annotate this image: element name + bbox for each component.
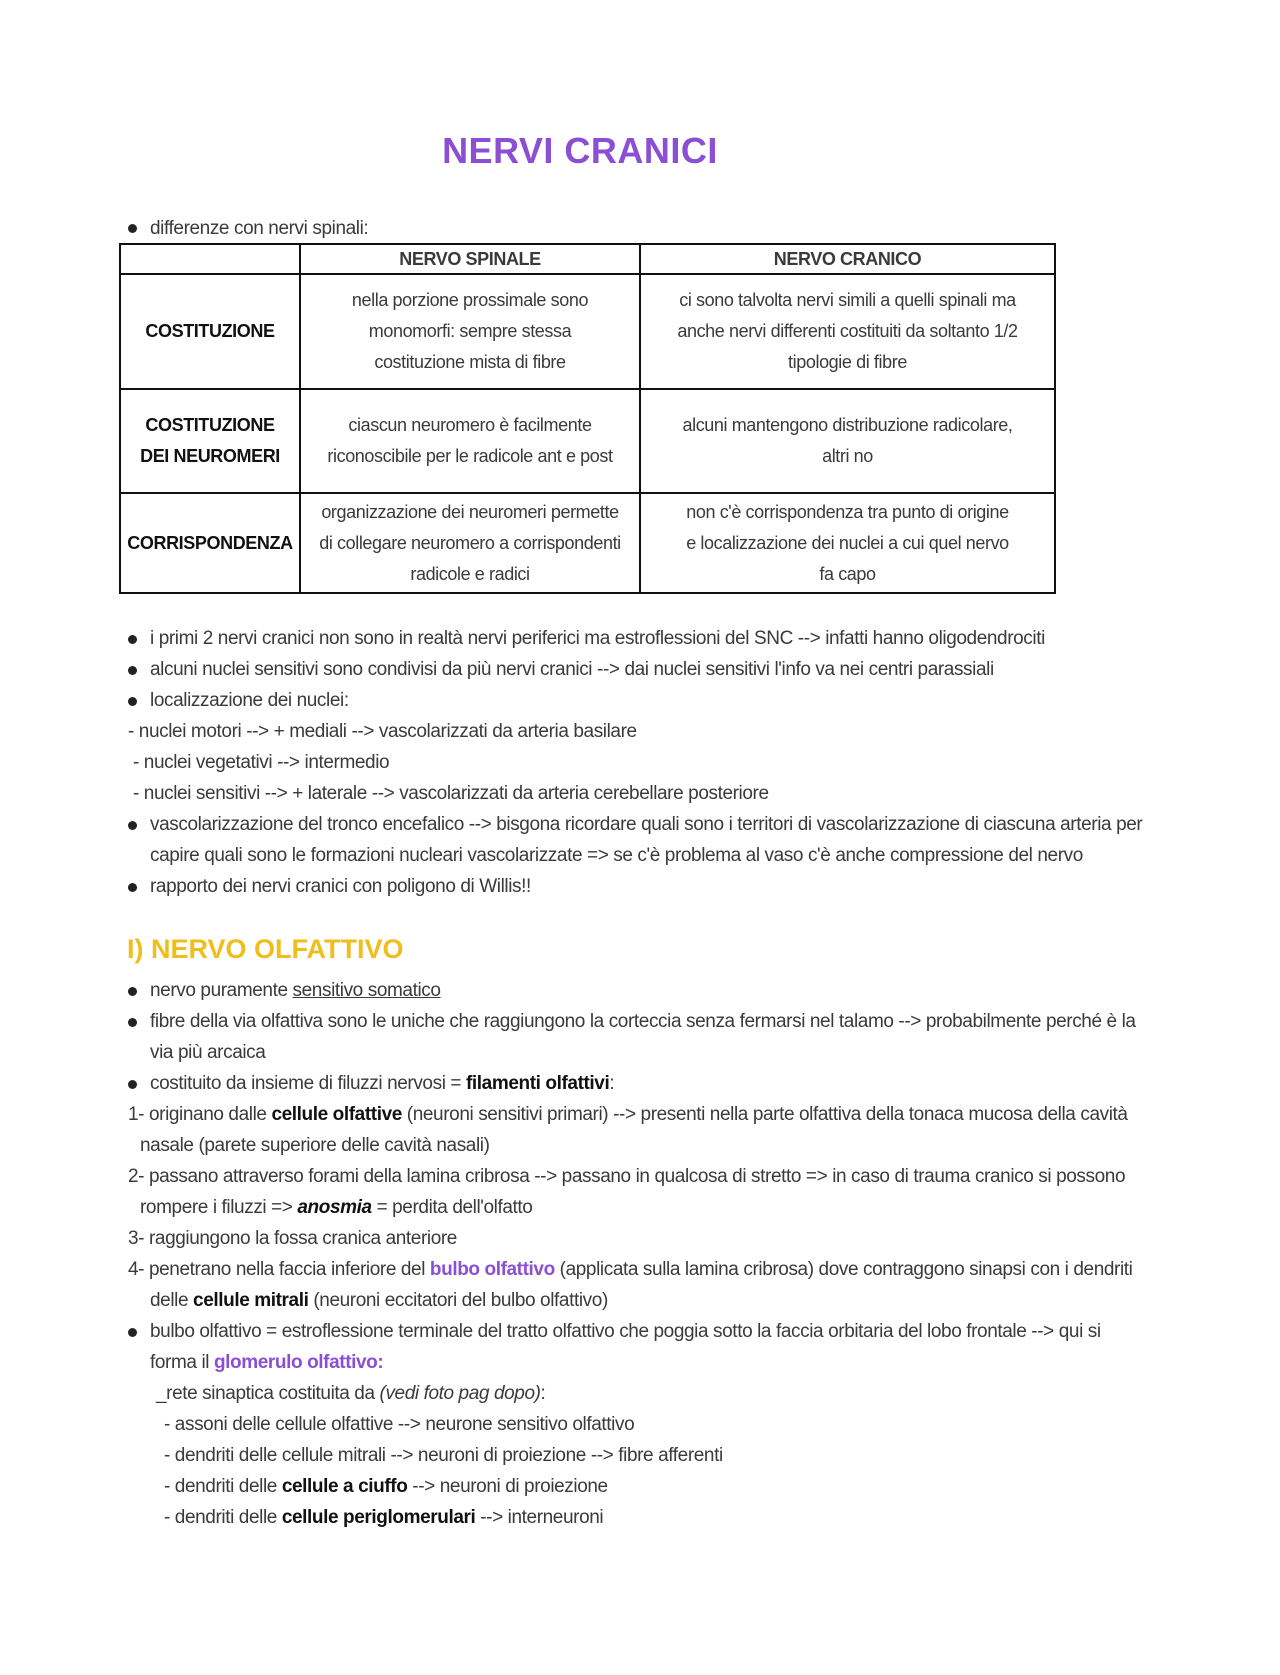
section-text: 1- originano dalle cellule olfattive (neuroni sensitivi primari) --> presenti nella parte olfattiva della tonaca mucosa della cavità bbox=[128, 1104, 1128, 1125]
table-row bbox=[120, 274, 1055, 389]
cell-cranico: alcuni mantengono distribuzione radicolare, altri no bbox=[640, 389, 1055, 493]
section-text: - dendriti delle cellule periglomerulari --> interneuroni bbox=[164, 1507, 604, 1528]
section-text: - assoni delle cellule olfattive --> neurone sensitivo olfattivo bbox=[164, 1414, 635, 1435]
section-text: nasale (parete superiore delle cavità nasali) bbox=[140, 1135, 490, 1156]
bullet-icon bbox=[128, 224, 137, 233]
bullet-icon bbox=[128, 1080, 137, 1089]
document-page: NERVI CRANICI differenze con nervi spinali: NERVO SPINALE NERVO CRANICO COSTITUZIONE nella porzione prossimale sono monomorfi: sempre stessa costituzione mista di fibre ci sono talvolta nervi simili a quelli spinali ma anche nervi differenti costituiti da soltanto 1/2 tipologie di fibre COSTITUZIONE DEI NEUROMERI ciascun neuromero è facilmente riconoscibile per le radicole ant e post alcuni mantengono distribuzione radicolare, altri no CORRISPONDENZA organizzazione dei neuromeri permette di collegare neuromero a corrispondenti radicole e radici non c'è corrispondenza tra punto di origine e localizzazione dei nuclei a cui quel nervo fa capo i primi 2 nervi cranici non sono in realtà nervi periferici ma estroflessioni del SNC --> infatti hanno oligodendrociti alcuni nuclei sensitivi sono condivisi da più nervi cranici --> dai nuclei sensitivi l'info va nei centri parassiali localizzazione dei nuclei: - nuclei motori --> + mediali --> vascolarizzati da arteria basilare - nuclei vegetativi --> intermedio - nuclei sensitivi --> + laterale --> vascolarizzati da arteria cerebellare posteriore vascolarizzazione del tronco encefalico --> bisgona ricordare quali sono i territori di vascolarizzazione di ciascuna arteria per capire quali sono le formazioni nucleari vascolarizzate => se c'è problema al vaso c'è anche compressione del nervo rapporto dei nervi cranici con poligono di Willis!! I) NERVO OLFATTIVO nervo puramente sensitivo somatico fibre della via olfattiva sono le uniche che raggiungono la corteccia senza fermarsi nel talamo --> probabilmente perché è la via più arcaica costituito da insieme di filuzzi nervosi = filamenti olfattivi: 1- originano dalle cellule olfattive (neuroni sensitivi primari) --> presenti nella parte olfattiva della tonaca mucosa della cavità nasale (parete superiore delle cavità nasali) 2- passano attraverso forami della lamina cribrosa --> passano in qualcosa di stretto => in caso di trauma cranico si possono rompere i filuzzi => anosmia = perdita dell'olfatto 3- raggiungono la fossa cranica anteriore 4- penetrano nella faccia inferiore del bulbo olfattivo (applicata sulla lamina cribrosa) dove contraggono sinapsi con i dendriti delle cellule mitrali (neuroni eccitatori del bulbo olfattivo) bulbo olfattivo = estroflessione terminale del tratto olfattivo che poggia sotto la faccia orbitaria del lobo frontale --> qui si forma il glomerulo olfattivo: _rete sinaptica costituita da (vedi foto pag dopo): - assoni delle cellule olfattive --> neurone sensitivo olfattivo - dendriti delle cellule mitrali --> neuroni di proiezione --> fibre afferenti - dendriti delle cellule a ciuffo --> neuroni di proiezione - dendriti delle cellule periglomerulari --> interneuroni bbox=[0, 0, 1280, 1675]
cell-spinale: organizzazione dei neuromeri permette di collegare neuromero a corrispondenti radicole e radici bbox=[300, 493, 640, 593]
cell-cranico: ci sono talvolta nervi simili a quelli spinali ma anche nervi differenti costituiti da soltanto 1/2 tipologie di fibre bbox=[640, 274, 1055, 389]
comparison-table bbox=[119, 243, 1056, 594]
bullet-icon bbox=[128, 821, 137, 830]
section-text: delle cellule mitrali (neuroni eccitatori del bulbo olfattivo) bbox=[150, 1290, 608, 1311]
row-label: COSTITUZIONE DEI NEUROMERI bbox=[120, 389, 300, 493]
cell-spinale: nella porzione prossimale sono monomorfi: sempre stessa costituzione mista di fibre bbox=[300, 274, 640, 389]
table-row bbox=[120, 493, 1055, 593]
bullet-icon bbox=[128, 635, 137, 644]
section-text: costituito da insieme di filuzzi nervosi = filamenti olfattivi: bbox=[150, 1073, 615, 1094]
cell-spinale: ciascun neuromero è facilmente riconoscibile per le radicole ant e post bbox=[300, 389, 640, 493]
row-label: CORRISPONDENZA bbox=[120, 493, 300, 593]
page-title: NERVI CRANICI bbox=[442, 130, 718, 171]
table-header-spinale: NERVO SPINALE bbox=[300, 244, 640, 274]
section-text: forma il glomerulo olfattivo: bbox=[150, 1352, 384, 1373]
section-text: bulbo olfattivo = estroflessione terminale del tratto olfattivo che poggia sotto la faccia orbitaria del lobo frontale --> qui si bbox=[150, 1321, 1101, 1342]
note-text: capire quali sono le formazioni nucleari vascolarizzate => se c'è problema al vaso c'è anche compressione del nervo bbox=[150, 845, 1083, 866]
table-header-cranico: NERVO CRANICO bbox=[640, 244, 1055, 274]
section-heading: I) NERVO OLFATTIVO bbox=[127, 934, 404, 964]
bullet-icon bbox=[128, 1328, 137, 1337]
section-text: 2- passano attraverso forami della lamina cribrosa --> passano in qualcosa di stretto => in caso di trauma cranico si possono bbox=[128, 1166, 1126, 1187]
bullet-icon bbox=[128, 697, 137, 706]
section-text: nervo puramente sensitivo somatico bbox=[150, 980, 441, 1001]
section-text: 3- raggiungono la fossa cranica anteriore bbox=[128, 1228, 457, 1249]
bullet-icon bbox=[128, 987, 137, 996]
note-text: - nuclei sensitivi --> + laterale --> vascolarizzati da arteria cerebellare posteriore bbox=[133, 783, 769, 804]
section-text: 4- penetrano nella faccia inferiore del bulbo olfattivo (applicata sulla lamina cribrosa) dove contraggono sinapsi con i dendriti bbox=[128, 1259, 1133, 1280]
note-text: - nuclei motori --> + mediali --> vascolarizzati da arteria basilare bbox=[128, 721, 637, 742]
bullet-icon bbox=[128, 1018, 137, 1027]
section-text: _rete sinaptica costituita da (vedi foto pag dopo): bbox=[156, 1383, 546, 1404]
table-header-row bbox=[120, 244, 1055, 274]
cell-cranico: non c'è corrispondenza tra punto di origine e localizzazione dei nuclei a cui quel nervo fa capo bbox=[640, 493, 1055, 593]
note-text: - nuclei vegetativi --> intermedio bbox=[133, 752, 390, 773]
table-header-empty bbox=[120, 244, 300, 274]
section-text: - dendriti delle cellule mitrali --> neuroni di proiezione --> fibre afferenti bbox=[164, 1445, 723, 1466]
row-label: COSTITUZIONE bbox=[120, 274, 300, 389]
section-text: rompere i filuzzi => anosmia = perdita dell'olfatto bbox=[140, 1197, 533, 1218]
section-text: - dendriti delle cellule a ciuffo --> neuroni di proiezione bbox=[164, 1476, 608, 1497]
section-text: via più arcaica bbox=[150, 1042, 266, 1063]
table-row bbox=[120, 389, 1055, 493]
bullet-icon bbox=[128, 883, 137, 892]
bullet-icon bbox=[128, 666, 137, 675]
section-text: fibre della via olfattiva sono le uniche che raggiungono la corteccia senza fermarsi nel talamo --> probabilmente perché è la bbox=[150, 1011, 1136, 1032]
